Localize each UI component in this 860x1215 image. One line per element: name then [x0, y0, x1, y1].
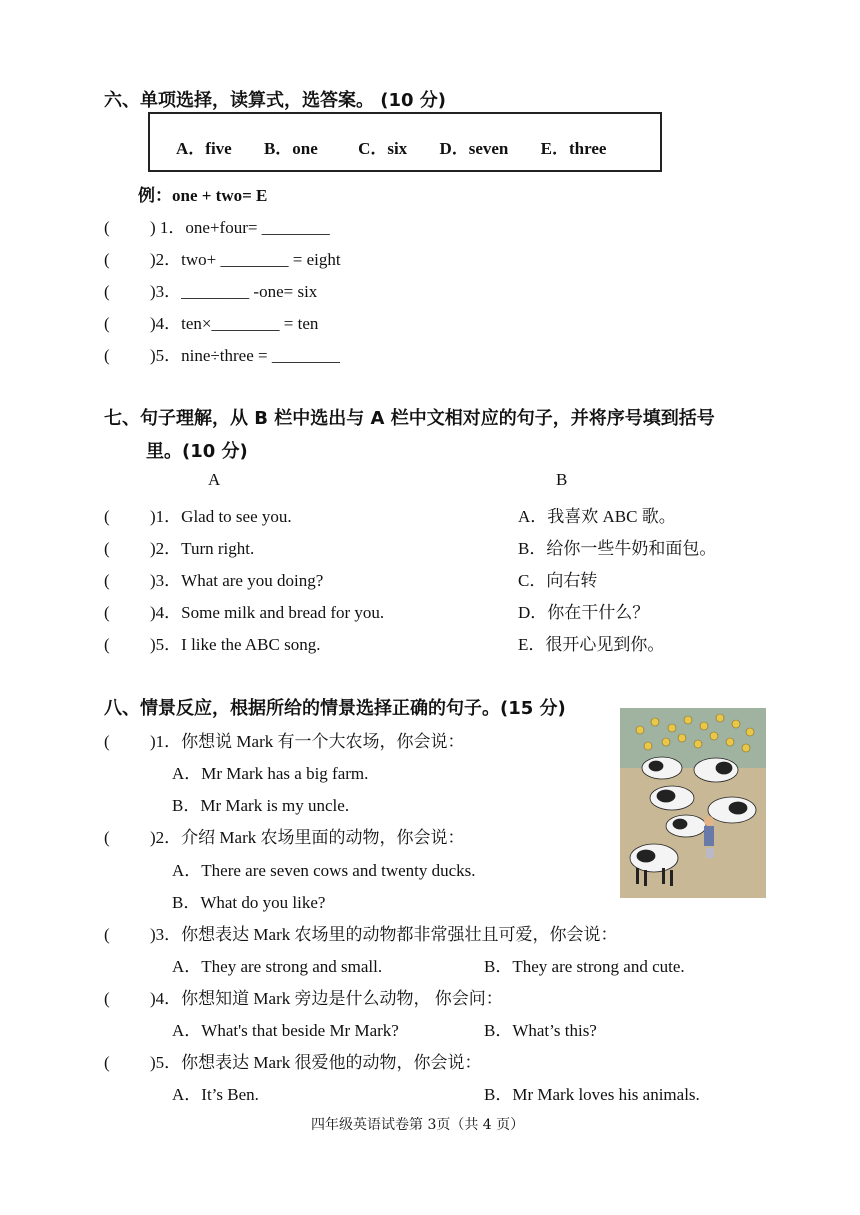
answer-option: A．There are seven cows and twenty ducks.	[172, 861, 476, 880]
answer-option: B．Mr Mark is my uncle.	[172, 796, 350, 815]
question: ( )5．你想表达 Mark 很爱他的动物，你会说：	[104, 1053, 482, 1072]
question: ( )1．你想说 Mark 有一个大农场，你会说：	[104, 732, 465, 751]
b-item: C．向右转	[518, 571, 598, 590]
options-row	[176, 134, 634, 159]
question: ( )4．你想知道 Mark 旁边是什么动物， 你会问：	[104, 989, 503, 1008]
b-item: B．给你一些牛奶和面包。	[518, 539, 717, 558]
options-box	[148, 112, 662, 172]
answer-option: B．Mr Mark loves his animals.	[484, 1085, 700, 1104]
answer-option: A．It’s Ben.	[172, 1085, 259, 1104]
list-item: ( )5．I like the ABC song.	[104, 635, 321, 654]
list-item: ( )3．What are you doing?	[104, 571, 324, 590]
section7-title-cont: 里。(10 分)	[146, 441, 248, 462]
farm-illustration	[620, 708, 766, 898]
b-item: D．你在干什么？	[518, 603, 650, 622]
list-item: ( )2．two+ ________ = eight	[104, 250, 341, 269]
column-b-header: B	[556, 470, 568, 489]
page-footer: 四年级英语试卷第 3页（共 4 页）	[311, 1117, 525, 1133]
question: ( )2．介绍 Mark 农场里面的动物，你会说：	[104, 828, 465, 847]
list-item: ( )3．________ -one= six	[104, 282, 318, 301]
list-item: ( )5．nine÷three = ________	[104, 346, 340, 365]
answer-option: B．What do you like?	[172, 893, 326, 912]
answer-option: A．What's that beside Mr Mark?	[172, 1021, 399, 1040]
list-item: ( ) 1．one+four= ________	[104, 218, 330, 237]
column-a-header: A	[208, 470, 221, 489]
example-line: 例：one + two= E	[138, 186, 268, 205]
answer-option: B．They are strong and cute.	[484, 957, 685, 976]
option-b: B．one	[263, 139, 318, 158]
option-e: E．three	[540, 139, 607, 158]
b-item: A．我喜欢 ABC 歌。	[518, 507, 676, 526]
question: ( )3．你想表达 Mark 农场里的动物都非常强壮且可爱，你会说：	[104, 925, 618, 944]
list-item: ( )2．Turn right.	[104, 539, 255, 558]
option-c: C．six	[358, 139, 408, 158]
b-item: E．很开心见到你。	[518, 635, 665, 654]
section7-title: 七、句子理解，从 B 栏中选出与 A 栏中文相对应的句子，并将序号填到括号	[104, 408, 715, 429]
option-d: D．seven	[439, 139, 509, 158]
list-item: ( )4．ten×________ = ten	[104, 314, 319, 333]
answer-option: B．What’s this?	[484, 1021, 597, 1040]
list-item: ( )1．Glad to see you.	[104, 507, 292, 526]
answer-option: A．They are strong and small.	[172, 957, 383, 976]
option-a: A．five	[176, 139, 232, 158]
section6-title: 六、单项选择，读算式，选答案。 (10 分)	[104, 90, 447, 111]
answer-option: A．Mr Mark has a big farm.	[172, 764, 369, 783]
section8-title: 八、情景反应，根据所给的情景选择正确的句子。(15 分)	[104, 698, 566, 719]
list-item: ( )4．Some milk and bread for you.	[104, 603, 385, 622]
